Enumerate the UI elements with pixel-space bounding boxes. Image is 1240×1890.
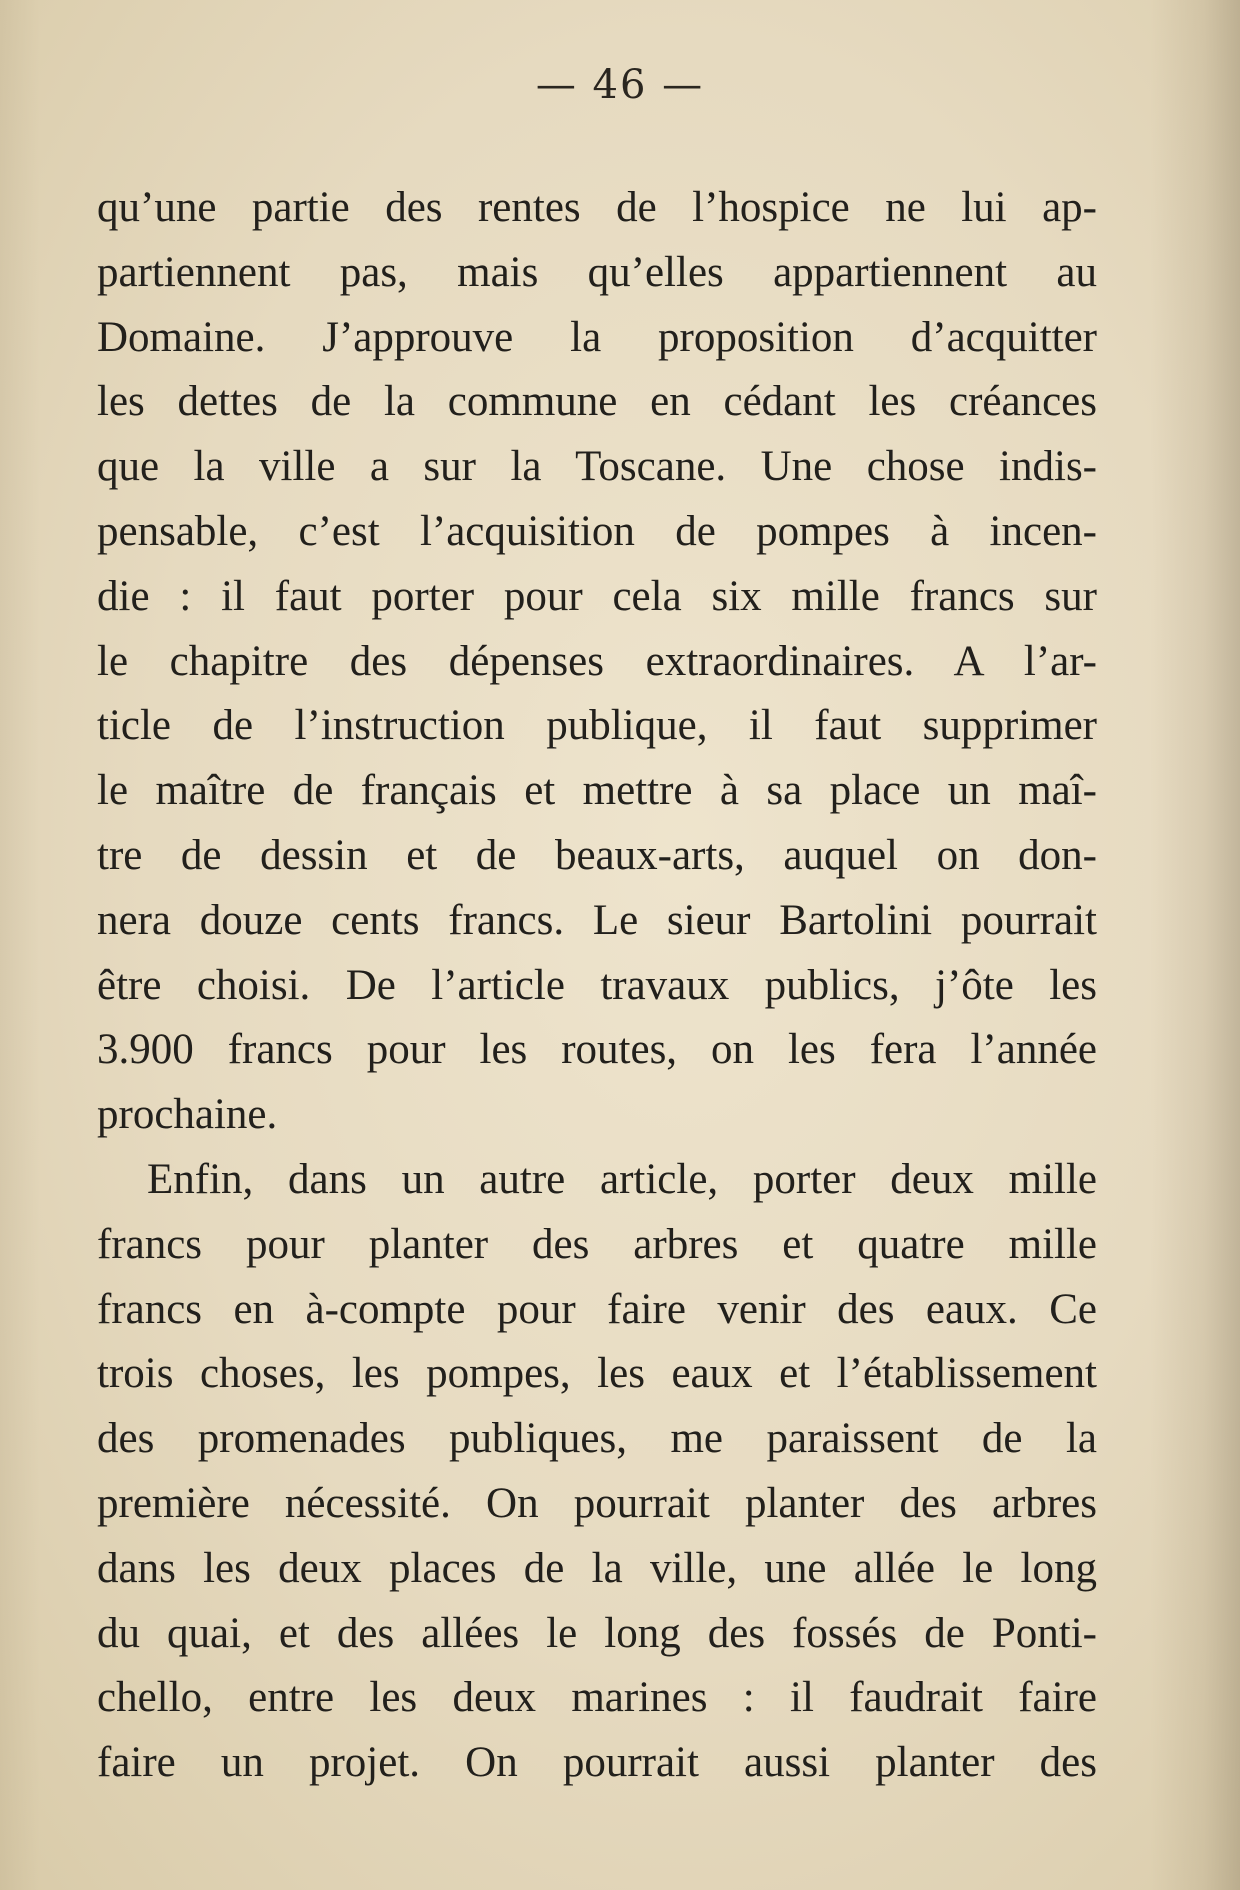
- text-line: prochaine.: [97, 1091, 278, 1139]
- text-line: ticle de l’instruction publique, il faut supprimer: [97, 702, 1097, 750]
- text-line: Domaine. J’approuve la proposition d’acquitter: [97, 313, 1097, 361]
- text-line: qu’une partie des rentes de l’hospice ne lui ap-: [97, 184, 1097, 231]
- text-line: 3.900 francs pour les routes, on les fera l’année: [97, 1026, 1097, 1074]
- text-line: francs pour planter des arbres et quatre mille: [97, 1220, 1097, 1268]
- text-line: être choisi. De l’article travaux publics, j’ôte les: [97, 961, 1097, 1009]
- text-line: des promenades publiques, me paraissent de la: [97, 1415, 1097, 1463]
- page-number: — 46 —: [535, 62, 705, 108]
- text-line: du quai, et des allées le long des fossés de Ponti-: [97, 1609, 1097, 1657]
- text-line: chello, entre les deux marines : il faudrait faire: [97, 1674, 1097, 1722]
- text-line: francs en à-compte pour faire venir des eaux. Ce: [97, 1285, 1097, 1333]
- text-line: partiennent pas, mais qu’elles appartiennent au: [97, 248, 1097, 296]
- text-line: le maître de français et mettre à sa place un maî-: [97, 767, 1097, 815]
- text-line: faire un projet. On pourrait aussi planter des: [97, 1739, 1097, 1787]
- text-line: que la ville a sur la Toscane. Une chose indis-: [97, 443, 1097, 491]
- text-line: nera douze cents francs. Le sieur Bartolini pourrait: [97, 896, 1097, 944]
- text-line: dans les deux places de la ville, une allée le long: [97, 1544, 1097, 1592]
- text-line: die : il faut porter pour cela six mille francs sur: [97, 572, 1097, 620]
- paragraph: [97, 1148, 1097, 1796]
- body-text: [97, 176, 1097, 1796]
- text-line: pensable, c’est l’acquisition de pompes à incen-: [97, 507, 1097, 555]
- text-line: Enfin, dans un autre article, porter deux mille: [147, 1155, 1097, 1203]
- page-edge-shadow-left: [0, 0, 40, 1890]
- text-line: trois choses, les pompes, les eaux et l’établissement: [97, 1350, 1097, 1398]
- text-line: les dettes de la commune en cédant les créances: [97, 378, 1097, 426]
- text-line: première nécessité. On pourrait planter des arbres: [97, 1479, 1097, 1527]
- text-line: tre de dessin et de beaux-arts, auquel on don-: [97, 831, 1097, 879]
- paragraph: [97, 176, 1097, 1148]
- page-edge-shadow-right: [1150, 0, 1240, 1890]
- text-line: le chapitre des dépenses extraordinaires. A l’ar-: [97, 637, 1097, 685]
